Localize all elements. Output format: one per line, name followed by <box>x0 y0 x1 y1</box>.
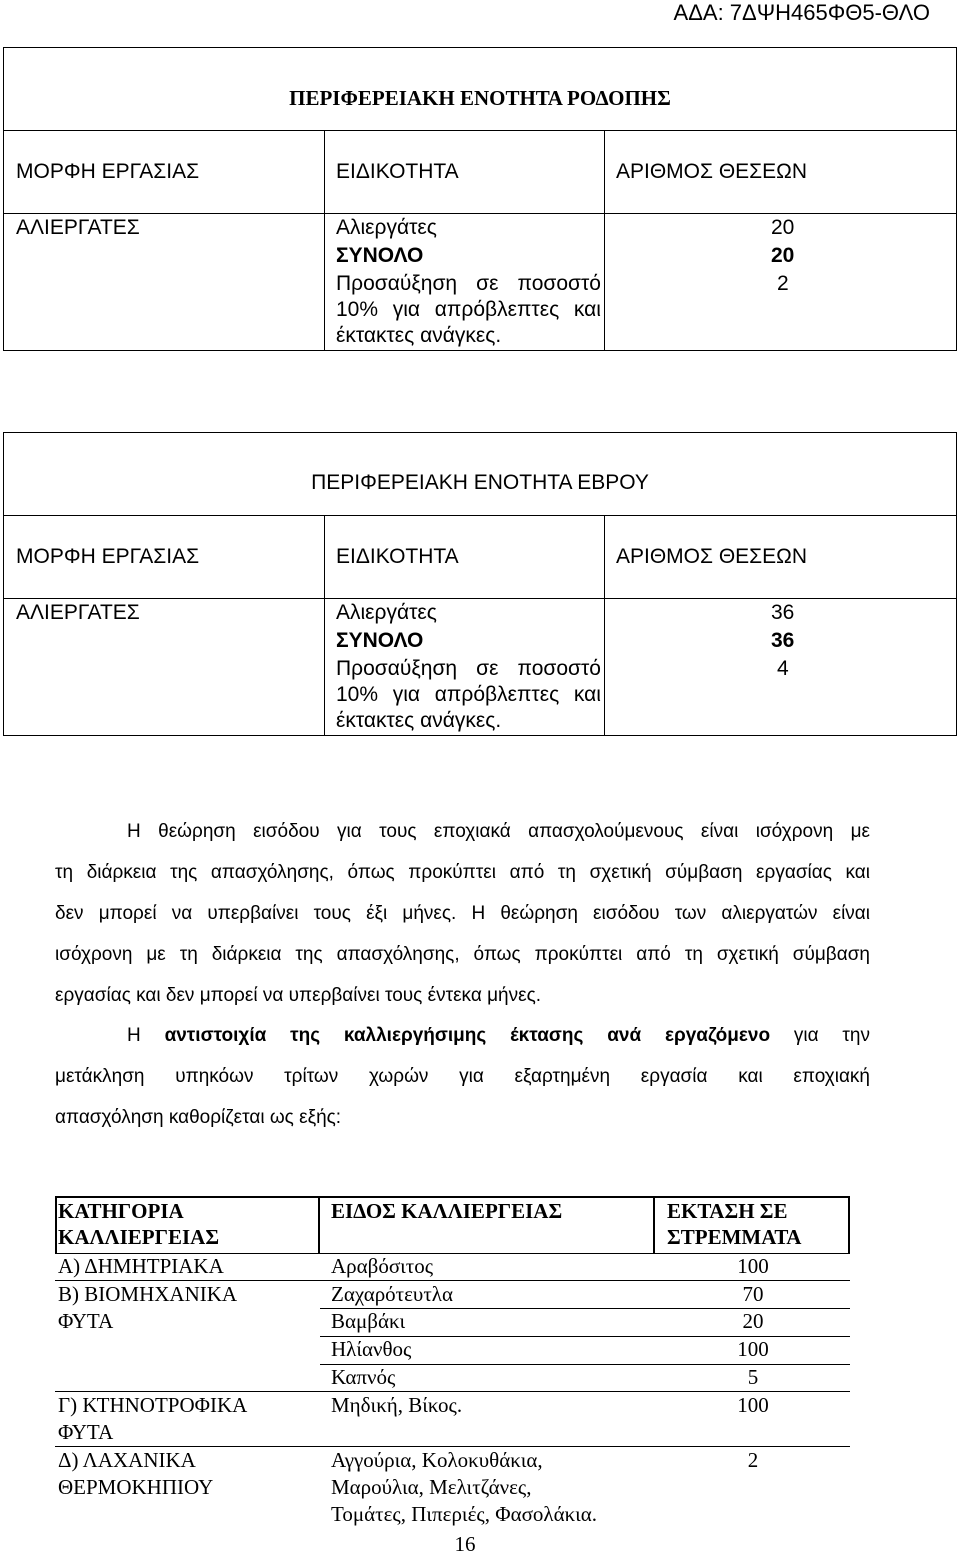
header-category: ΚΑΤΗΓΟΡΙΑ <box>58 1199 184 1223</box>
crop-area-table: ΚΑΤΗΓΟΡΙΑ ΚΑΛΛΙΕΡΓΕΙΑΣ ΕΙΔΟΣ ΚΑΛΛΙΕΡΓΕΙΑΣ ΕΚΤΑΣΗ ΣΕ ΣΤΡΕΜΜΑΤΑ Α) ΔΗΜΗΤΡΙΑΚΑ Αραβόσιτος 100 Β) ΒΙΟΜΗΧΑΝΙΚΑ ΦΥΤΑ Ζαχαρότευτλα 70 Βαμβάκι 20 Ηλίανθος 100 Καπνός 5 Γ) ΚΤΗΝΟΤΡΟΦΙΚΑ ΦΥΤΑ Μηδική, Βίκος. 100 Δ) ΛΑΧΑΝΙΚΑ ΘΕΡΜΟΚΗΠΙΟΥ Αγγούρια, Κολοκυθάκια, Μαρούλια, Μελιτζάνες, Τομάτες, Πιπεριές, Φασολάκια. 2 <box>55 1196 850 1536</box>
increase-value: 2 <box>777 272 789 295</box>
col-header-specialty: ΕΙΔΙΚΟΤΗΤΑ <box>336 545 459 568</box>
category-b: Β) ΒΙΟΜΗΧΑΝΙΚΑ <box>58 1282 238 1306</box>
header-area: ΕΚΤΑΣΗ ΣΕ <box>667 1199 788 1223</box>
increase-line-3: έκτακτες ανάγκες. <box>336 709 502 732</box>
category-d: Δ) ΛΑΧΑΝΙΚΑ <box>58 1448 196 1472</box>
bold-phrase: αντιστοιχία της καλλιεργήσιμης έκτασης ανά εργαζόμενο <box>164 1025 771 1046</box>
work-type: ΑΛΙΕΡΓΑΤΕΣ <box>16 216 140 239</box>
total-value: 36 <box>771 629 795 652</box>
increase-line-2: 10% για απρόβλεπτες και <box>336 683 601 706</box>
specialty-count: 36 <box>771 601 795 624</box>
correspondence-paragraph <box>55 1015 870 1138</box>
rodopi-title: ΠΕΡΙΦΕΡΕΙΑΚΗ ΕΝΟΤΗΤΑ ΡΟΔΟΠΗΣ <box>289 86 671 110</box>
specialty: Αλιεργάτες <box>336 601 437 624</box>
total-value: 20 <box>771 244 795 267</box>
col-header-positions: ΑΡΙΘΜΟΣ ΘΕΣΕΩΝ <box>616 160 808 183</box>
increase-line-1: Προσαύξηση σε ποσοστό <box>336 657 601 680</box>
col-header-work-type: ΜΟΡΦΗ ΕΡΓΑΣΙΑΣ <box>16 545 200 568</box>
paragraph-line: δεν μπορεί να υπερβαίνει τους έξι μήνες. Η θεώρηση εισόδου των αλιεργατών είναι <box>55 903 870 924</box>
header-crop-type: ΕΙΔΟΣ ΚΑΛΛΙΕΡΓΕΙΑΣ <box>331 1199 563 1223</box>
work-type: ΑΛΙΕΡΓΑΤΕΣ <box>16 601 140 624</box>
paragraph-line: Η αντιστοιχία της καλλιεργήσιμης έκτασης ανά εργαζόμενο για την <box>127 1025 871 1046</box>
paragraph-line: ισόχρονη με τη διάρκεια της απασχόλησης, όπως προκύπτει από τη σχετική σύμβαση <box>55 944 870 965</box>
paragraph-line: απασχόληση καθορίζεται ως εξής: <box>55 1107 342 1128</box>
specialty-count: 20 <box>771 216 795 239</box>
evros-title: ΠΕΡΙΦΕΡΕΙΑΚΗ ΕΝΟΤΗΤΑ ΕΒΡΟΥ <box>311 471 649 494</box>
col-header-positions: ΑΡΙΘΜΟΣ ΘΕΣΕΩΝ <box>616 545 808 568</box>
specialty: Αλιεργάτες <box>336 216 437 239</box>
paragraph-line: Η θεώρηση εισόδου για τους εποχιακά απασχολούμενους είναι ισόχρονη με <box>127 821 870 842</box>
ada-code: ΑΔΑ: 7ΔΨΗ465ΦΘ5-ΘΛΟ <box>673 0 930 25</box>
category-a: Α) ΔΗΜΗΤΡΙΑΚΑ <box>58 1254 224 1278</box>
col-header-work-type: ΜΟΡΦΗ ΕΡΓΑΣΙΑΣ <box>16 160 200 183</box>
paragraph-line: μετάκληση υπηκόων τρίτων χωρών για εξαρτημένη εργασία και εποχιακή <box>55 1066 870 1087</box>
increase-line-1: Προσαύξηση σε ποσοστό <box>336 272 601 295</box>
increase-line-3: έκτακτες ανάγκες. <box>336 324 502 347</box>
total-label: ΣΥΝΟΛΟ <box>336 244 424 267</box>
evros-table <box>3 432 957 736</box>
paragraph-line: εργασίας και δεν μπορεί να υπερβαίνει τους έντεκα μήνες. <box>55 985 542 1006</box>
category-c: Γ) ΚΤΗΝΟΤΡΟΦΙΚΑ <box>58 1393 248 1417</box>
total-label: ΣΥΝΟΛΟ <box>336 629 424 652</box>
visa-paragraph <box>55 811 870 1016</box>
col-header-specialty: ΕΙΔΙΚΟΤΗΤΑ <box>336 160 459 183</box>
paragraph-line: τη διάρκεια της απασχόλησης, όπως προκύπτει από τη σχετική σύμβαση εργασίας και <box>55 862 870 883</box>
page-number: 16 <box>454 1532 476 1556</box>
increase-line-2: 10% για απρόβλεπτες και <box>336 298 601 321</box>
increase-value: 4 <box>777 657 789 680</box>
rodopi-table <box>3 47 957 351</box>
